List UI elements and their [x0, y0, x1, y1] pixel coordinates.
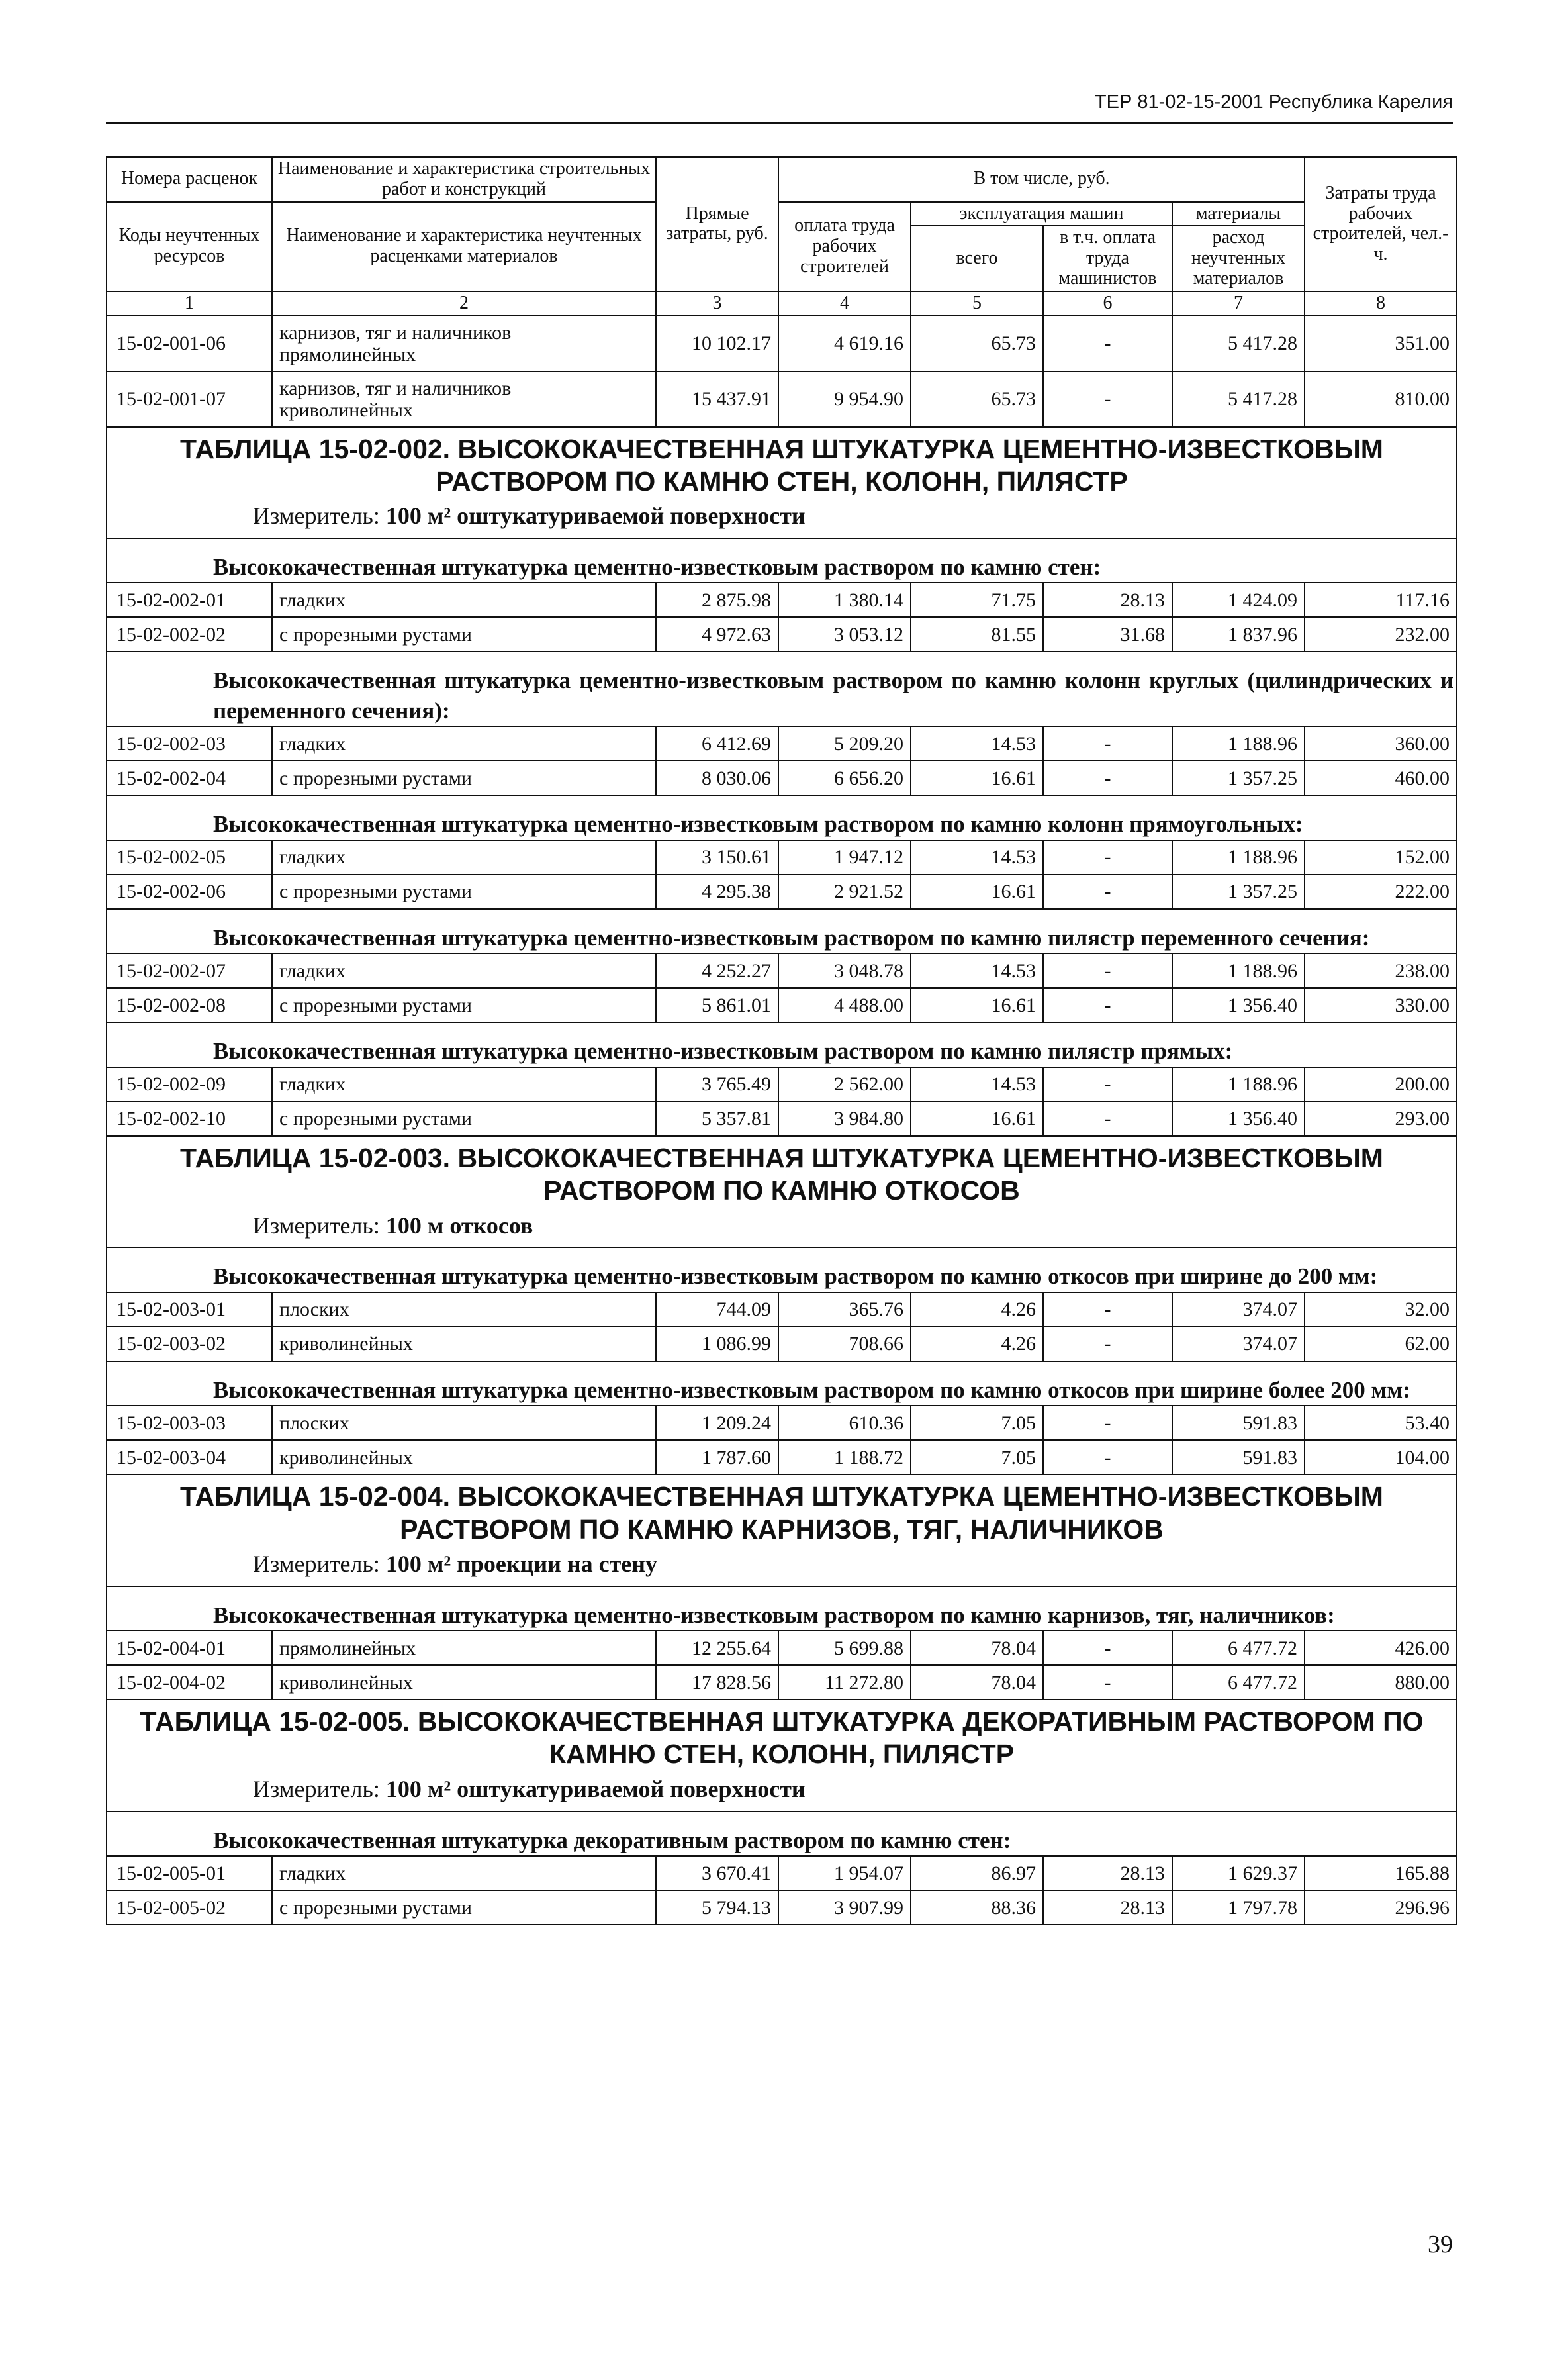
column-number: 5 — [911, 291, 1043, 316]
labor-hours: 460.00 — [1305, 761, 1457, 795]
direct-costs: 12 255.64 — [656, 1631, 778, 1665]
machines-total: 7.05 — [911, 1440, 1043, 1474]
spacer-cell — [107, 1811, 1457, 1825]
materials: 591.83 — [1172, 1440, 1305, 1474]
materials: 6 477.72 — [1172, 1665, 1305, 1700]
machinist-wages: - — [1043, 1406, 1172, 1440]
work-name: гладких — [272, 1856, 656, 1890]
materials: 1 357.25 — [1172, 761, 1305, 795]
header-name-top: Наименование и характеристика строительных работ и конструкций — [272, 157, 656, 202]
subheading: Высококачественная штукатурка цементно-известковым раствором по камню стен: — [107, 552, 1457, 583]
work-name: с прорезными рустами — [272, 617, 656, 651]
labor-hours: 330.00 — [1305, 988, 1457, 1022]
worker-wages: 2 921.52 — [778, 875, 911, 909]
machines-total: 78.04 — [911, 1665, 1043, 1700]
subheading: Высококачественная штукатурка цементно-известковым раствором по камню откосов при ширине до 200 мм: — [107, 1261, 1457, 1292]
measure-label: Измеритель: — [253, 1550, 380, 1577]
direct-costs: 3 670.41 — [656, 1856, 778, 1890]
work-name: гладких — [272, 840, 656, 875]
machinist-wages: - — [1043, 726, 1172, 761]
section-title-row — [107, 427, 1457, 498]
direct-costs: 1 086.99 — [656, 1327, 778, 1361]
machines-total: 88.36 — [911, 1890, 1043, 1925]
spacer-row — [107, 538, 1457, 552]
labor-hours: 117.16 — [1305, 583, 1457, 617]
rate-code: 15-02-004-01 — [107, 1631, 272, 1665]
table-row — [107, 1406, 1457, 1440]
header-materials-unaccounted: расход неучтенных материалов — [1172, 226, 1305, 291]
table-row — [107, 1327, 1457, 1361]
work-name: плоских — [272, 1292, 656, 1327]
rate-code: 15-02-002-01 — [107, 583, 272, 617]
machines-total: 14.53 — [911, 726, 1043, 761]
labor-hours: 165.88 — [1305, 1856, 1457, 1890]
direct-costs: 744.09 — [656, 1292, 778, 1327]
worker-wages: 3 053.12 — [778, 617, 911, 651]
worker-wages: 11 272.80 — [778, 1665, 911, 1700]
machines-total: 16.61 — [911, 988, 1043, 1022]
measure-cell — [107, 1771, 1457, 1811]
worker-wages: 3 907.99 — [778, 1890, 911, 1925]
direct-costs: 10 102.17 — [656, 316, 778, 371]
materials: 5 417.28 — [1172, 371, 1305, 427]
column-number: 1 — [107, 291, 272, 316]
measure-label: Измеритель: — [253, 1775, 380, 1802]
worker-wages: 1 188.72 — [778, 1440, 911, 1474]
section-title: ТАБЛИЦА 15-02-004. ВЫСОКОКАЧЕСТВЕННАЯ ШТУКАТУРКА ЦЕМЕНТНО-ИЗВЕСТКОВЫМ РАСТВОРОМ ПО КАМНЮ КАРНИЗОВ, ТЯГ, НАЛИЧНИКОВ — [107, 1474, 1457, 1545]
table-row — [107, 1102, 1457, 1136]
worker-wages: 6 656.20 — [778, 761, 911, 795]
table-row — [107, 988, 1457, 1022]
labor-hours: 426.00 — [1305, 1631, 1457, 1665]
spacer-cell — [107, 795, 1457, 809]
rate-code: 15-02-003-02 — [107, 1327, 272, 1361]
materials: 1 357.25 — [1172, 875, 1305, 909]
spacer-cell — [107, 909, 1457, 923]
measure-value: 100 м² оштукатуриваемой поверхности — [385, 503, 806, 530]
table-row — [107, 726, 1457, 761]
worker-wages: 708.66 — [778, 1327, 911, 1361]
measure-cell — [107, 1546, 1457, 1586]
measure-row — [107, 1546, 1457, 1586]
header-code-top: Номера расценок — [107, 157, 272, 202]
subheading-row — [107, 923, 1457, 954]
spacer-cell — [107, 1361, 1457, 1375]
machines-total: 7.05 — [911, 1406, 1043, 1440]
document-code: ТЕР 81-02-15-2001 Республика Карелия — [1094, 91, 1453, 113]
table-row — [107, 583, 1457, 617]
rate-code: 15-02-001-07 — [107, 371, 272, 427]
direct-costs: 1 787.60 — [656, 1440, 778, 1474]
machines-total: 16.61 — [911, 761, 1043, 795]
column-number: 7 — [1172, 291, 1305, 316]
machinist-wages: - — [1043, 840, 1172, 875]
direct-costs: 15 437.91 — [656, 371, 778, 427]
direct-costs: 5 357.81 — [656, 1102, 778, 1136]
worker-wages: 365.76 — [778, 1292, 911, 1327]
labor-hours: 32.00 — [1305, 1292, 1457, 1327]
worker-wages: 2 562.00 — [778, 1067, 911, 1102]
running-header — [106, 91, 1453, 124]
work-name: гладких — [272, 726, 656, 761]
table-row — [107, 617, 1457, 651]
labor-hours: 152.00 — [1305, 840, 1457, 875]
rate-code: 15-02-003-03 — [107, 1406, 272, 1440]
machinist-wages: - — [1043, 1440, 1172, 1474]
table-row — [107, 316, 1457, 371]
worker-wages: 4 488.00 — [778, 988, 911, 1022]
machines-total: 16.61 — [911, 1102, 1043, 1136]
machines-total: 65.73 — [911, 371, 1043, 427]
work-name: карнизов, тяг и наличников прямолинейных — [272, 316, 656, 371]
materials: 1 188.96 — [1172, 726, 1305, 761]
subheading-row — [107, 1825, 1457, 1857]
machines-total: 4.26 — [911, 1327, 1043, 1361]
subheading: Высококачественная штукатурка декоративным раствором по камню стен: — [107, 1825, 1457, 1857]
spacer-row — [107, 1361, 1457, 1375]
table-row — [107, 1440, 1457, 1474]
machinist-wages: - — [1043, 953, 1172, 988]
materials: 374.07 — [1172, 1327, 1305, 1361]
materials: 6 477.72 — [1172, 1631, 1305, 1665]
worker-wages: 5 699.88 — [778, 1631, 911, 1665]
work-name: с прорезными рустами — [272, 1890, 656, 1925]
machinist-wages: - — [1043, 761, 1172, 795]
materials: 1 356.40 — [1172, 1102, 1305, 1136]
rate-code: 15-02-002-10 — [107, 1102, 272, 1136]
machines-total: 4.26 — [911, 1292, 1043, 1327]
direct-costs: 4 295.38 — [656, 875, 778, 909]
rate-code: 15-02-002-02 — [107, 617, 272, 651]
labor-hours: 810.00 — [1305, 371, 1457, 427]
direct-costs: 5 861.01 — [656, 988, 778, 1022]
machinist-wages: - — [1043, 316, 1172, 371]
header-machines-wages: в т.ч. оплата труда машинистов — [1043, 226, 1172, 291]
subheading: Высококачественная штукатурка цементно-известковым раствором по камню колонн прямоугольных: — [107, 809, 1457, 840]
rate-code: 15-02-001-06 — [107, 316, 272, 371]
table-body — [107, 316, 1457, 1925]
machinist-wages: - — [1043, 988, 1172, 1022]
rate-code: 15-02-005-02 — [107, 1890, 272, 1925]
table-row — [107, 371, 1457, 427]
machines-total: 81.55 — [911, 617, 1043, 651]
machinist-wages: 28.13 — [1043, 583, 1172, 617]
materials: 1 188.96 — [1172, 1067, 1305, 1102]
machines-total: 14.53 — [911, 1067, 1043, 1102]
rate-code: 15-02-002-07 — [107, 953, 272, 988]
spacer-row — [107, 651, 1457, 665]
worker-wages: 1 947.12 — [778, 840, 911, 875]
labor-hours: 360.00 — [1305, 726, 1457, 761]
work-name: плоских — [272, 1406, 656, 1440]
subheading-row — [107, 1036, 1457, 1067]
header-machines-total: всего — [911, 226, 1043, 291]
materials: 1 188.96 — [1172, 840, 1305, 875]
materials: 1 424.09 — [1172, 583, 1305, 617]
rate-code: 15-02-002-08 — [107, 988, 272, 1022]
table-row — [107, 840, 1457, 875]
labor-hours: 232.00 — [1305, 617, 1457, 651]
subheading: Высококачественная штукатурка цементно-известковым раствором по камню пилястр переменного сечения: — [107, 923, 1457, 954]
table-row — [107, 1856, 1457, 1890]
spacer-cell — [107, 538, 1457, 552]
worker-wages: 5 209.20 — [778, 726, 911, 761]
table-row — [107, 1631, 1457, 1665]
rate-code: 15-02-003-01 — [107, 1292, 272, 1327]
direct-costs: 3 150.61 — [656, 840, 778, 875]
subheading-row — [107, 1600, 1457, 1631]
subheading-row — [107, 665, 1457, 726]
work-name: гладких — [272, 1067, 656, 1102]
section-title: ТАБЛИЦА 15-02-002. ВЫСОКОКАЧЕСТВЕННАЯ ШТУКАТУРКА ЦЕМЕНТНО-ИЗВЕСТКОВЫМ РАСТВОРОМ ПО КАМНЮ СТЕН, КОЛОНН, ПИЛЯСТР — [107, 427, 1457, 498]
direct-costs: 2 875.98 — [656, 583, 778, 617]
rate-code: 15-02-002-05 — [107, 840, 272, 875]
subheading-row — [107, 809, 1457, 840]
measure-value: 100 м² проекции на стену — [385, 1550, 657, 1577]
subheading-row — [107, 552, 1457, 583]
worker-wages: 3 048.78 — [778, 953, 911, 988]
work-name: с прорезными рустами — [272, 988, 656, 1022]
labor-hours: 296.96 — [1305, 1890, 1457, 1925]
table-header — [107, 157, 1457, 316]
section-title: ТАБЛИЦА 15-02-003. ВЫСОКОКАЧЕСТВЕННАЯ ШТУКАТУРКА ЦЕМЕНТНО-ИЗВЕСТКОВЫМ РАСТВОРОМ ПО КАМНЮ ОТКОСОВ — [107, 1136, 1457, 1207]
materials: 1 356.40 — [1172, 988, 1305, 1022]
machines-total: 71.75 — [911, 583, 1043, 617]
work-name: с прорезными рустами — [272, 1102, 656, 1136]
work-name: карнизов, тяг и наличников криволинейных — [272, 371, 656, 427]
measure-value: 100 м откосов — [385, 1212, 533, 1239]
machinist-wages: - — [1043, 371, 1172, 427]
materials: 1 837.96 — [1172, 617, 1305, 651]
header-code-bottom: Коды неучтенных ресурсов — [107, 202, 272, 291]
rate-code: 15-02-002-03 — [107, 726, 272, 761]
table-row — [107, 1067, 1457, 1102]
materials: 1 797.78 — [1172, 1890, 1305, 1925]
price-table — [106, 156, 1457, 1925]
machinist-wages: - — [1043, 875, 1172, 909]
materials: 1 188.96 — [1172, 953, 1305, 988]
direct-costs: 8 030.06 — [656, 761, 778, 795]
spacer-row — [107, 1811, 1457, 1825]
measure-label: Измеритель: — [253, 503, 380, 530]
labor-hours: 62.00 — [1305, 1327, 1457, 1361]
direct-costs: 3 765.49 — [656, 1067, 778, 1102]
machines-total: 86.97 — [911, 1856, 1043, 1890]
table-row — [107, 761, 1457, 795]
header-machines: эксплуатация машин — [911, 202, 1172, 226]
header-name-bottom: Наименование и характеристика неучтенных расценками материалов — [272, 202, 656, 291]
rate-code: 15-02-005-01 — [107, 1856, 272, 1890]
subheading: Высококачественная штукатурка цементно-известковым раствором по камню пилястр прямых: — [107, 1036, 1457, 1067]
rate-code: 15-02-002-06 — [107, 875, 272, 909]
machinist-wages: 31.68 — [1043, 617, 1172, 651]
labor-hours: 200.00 — [1305, 1067, 1457, 1102]
section-title-row — [107, 1700, 1457, 1770]
work-name: с прорезными рустами — [272, 875, 656, 909]
measure-value: 100 м² оштукатуриваемой поверхности — [385, 1775, 806, 1802]
machines-total: 14.53 — [911, 840, 1043, 875]
labor-hours: 293.00 — [1305, 1102, 1457, 1136]
column-numbers — [107, 291, 1457, 316]
column-number: 8 — [1305, 291, 1457, 316]
spacer-cell — [107, 1022, 1457, 1036]
machines-total: 65.73 — [911, 316, 1043, 371]
work-name: прямолинейных — [272, 1631, 656, 1665]
work-name: гладких — [272, 953, 656, 988]
materials: 1 629.37 — [1172, 1856, 1305, 1890]
rate-code: 15-02-002-09 — [107, 1067, 272, 1102]
machines-total: 78.04 — [911, 1631, 1043, 1665]
rate-code: 15-02-002-04 — [107, 761, 272, 795]
measure-cell — [107, 1207, 1457, 1247]
worker-wages: 4 619.16 — [778, 316, 911, 371]
machinist-wages: - — [1043, 1665, 1172, 1700]
spacer-row — [107, 1586, 1457, 1600]
spacer-row — [107, 909, 1457, 923]
measure-cell — [107, 498, 1457, 538]
subheading-row — [107, 1375, 1457, 1406]
labor-hours: 53.40 — [1305, 1406, 1457, 1440]
worker-wages: 610.36 — [778, 1406, 911, 1440]
measure-row — [107, 1771, 1457, 1811]
header-direct-costs: Прямые затраты, руб. — [656, 157, 778, 291]
machines-total: 16.61 — [911, 875, 1043, 909]
spacer-cell — [107, 651, 1457, 665]
worker-wages: 1 954.07 — [778, 1856, 911, 1890]
direct-costs: 4 972.63 — [656, 617, 778, 651]
machinist-wages: - — [1043, 1631, 1172, 1665]
materials: 5 417.28 — [1172, 316, 1305, 371]
worker-wages: 3 984.80 — [778, 1102, 911, 1136]
table-row — [107, 953, 1457, 988]
labor-hours: 351.00 — [1305, 316, 1457, 371]
work-name: криволинейных — [272, 1440, 656, 1474]
table-row — [107, 875, 1457, 909]
table-row — [107, 1665, 1457, 1700]
spacer-row — [107, 1022, 1457, 1036]
table-row — [107, 1890, 1457, 1925]
rate-code: 15-02-004-02 — [107, 1665, 272, 1700]
table-row — [107, 1292, 1457, 1327]
spacer-cell — [107, 1247, 1457, 1261]
machinist-wages: - — [1043, 1292, 1172, 1327]
work-name: гладких — [272, 583, 656, 617]
column-number: 3 — [656, 291, 778, 316]
direct-costs: 5 794.13 — [656, 1890, 778, 1925]
header-including: В том числе, руб. — [778, 157, 1305, 202]
materials: 591.83 — [1172, 1406, 1305, 1440]
header-wages: оплата труда рабочих строителей — [778, 202, 911, 291]
work-name: с прорезными рустами — [272, 761, 656, 795]
labor-hours: 104.00 — [1305, 1440, 1457, 1474]
spacer-cell — [107, 1586, 1457, 1600]
section-title: ТАБЛИЦА 15-02-005. ВЫСОКОКАЧЕСТВЕННАЯ ШТУКАТУРКА ДЕКОРАТИВНЫМ РАСТВОРОМ ПО КАМНЮ СТЕН, КОЛОНН, ПИЛЯСТР — [107, 1700, 1457, 1770]
subheading-row — [107, 1261, 1457, 1292]
direct-costs: 17 828.56 — [656, 1665, 778, 1700]
direct-costs: 4 252.27 — [656, 953, 778, 988]
measure-row — [107, 498, 1457, 538]
labor-hours: 222.00 — [1305, 875, 1457, 909]
rate-code: 15-02-003-04 — [107, 1440, 272, 1474]
measure-row — [107, 1207, 1457, 1247]
work-name: криволинейных — [272, 1665, 656, 1700]
machinist-wages: - — [1043, 1102, 1172, 1136]
worker-wages: 9 954.90 — [778, 371, 911, 427]
machinist-wages: 28.13 — [1043, 1890, 1172, 1925]
subheading: Высококачественная штукатурка цементно-известковым раствором по камню карнизов, тяг, наличников: — [107, 1600, 1457, 1631]
subheading: Высококачественная штукатурка цементно-известковым раствором по камню откосов при ширине более 200 мм: — [107, 1375, 1457, 1406]
machinist-wages: - — [1043, 1327, 1172, 1361]
direct-costs: 1 209.24 — [656, 1406, 778, 1440]
worker-wages: 1 380.14 — [778, 583, 911, 617]
spacer-row — [107, 795, 1457, 809]
column-number: 6 — [1043, 291, 1172, 316]
machinist-wages: - — [1043, 1067, 1172, 1102]
labor-hours: 238.00 — [1305, 953, 1457, 988]
machines-total: 14.53 — [911, 953, 1043, 988]
column-number: 4 — [778, 291, 911, 316]
header-labor: Затраты труда рабочих строителей, чел.-ч. — [1305, 157, 1457, 291]
page-number: 39 — [1428, 2231, 1453, 2258]
materials: 374.07 — [1172, 1292, 1305, 1327]
measure-label: Измеритель: — [253, 1212, 380, 1239]
spacer-row — [107, 1247, 1457, 1261]
work-name: криволинейных — [272, 1327, 656, 1361]
direct-costs: 6 412.69 — [656, 726, 778, 761]
section-title-row — [107, 1474, 1457, 1545]
subheading: Высококачественная штукатурка цементно-известковым раствором по камню колонн круглых (цилиндрических и переменного сечения): — [107, 665, 1457, 726]
labor-hours: 880.00 — [1305, 1665, 1457, 1700]
header-materials: материалы — [1172, 202, 1305, 226]
section-title-row — [107, 1136, 1457, 1207]
column-number: 2 — [272, 291, 656, 316]
machinist-wages: 28.13 — [1043, 1856, 1172, 1890]
